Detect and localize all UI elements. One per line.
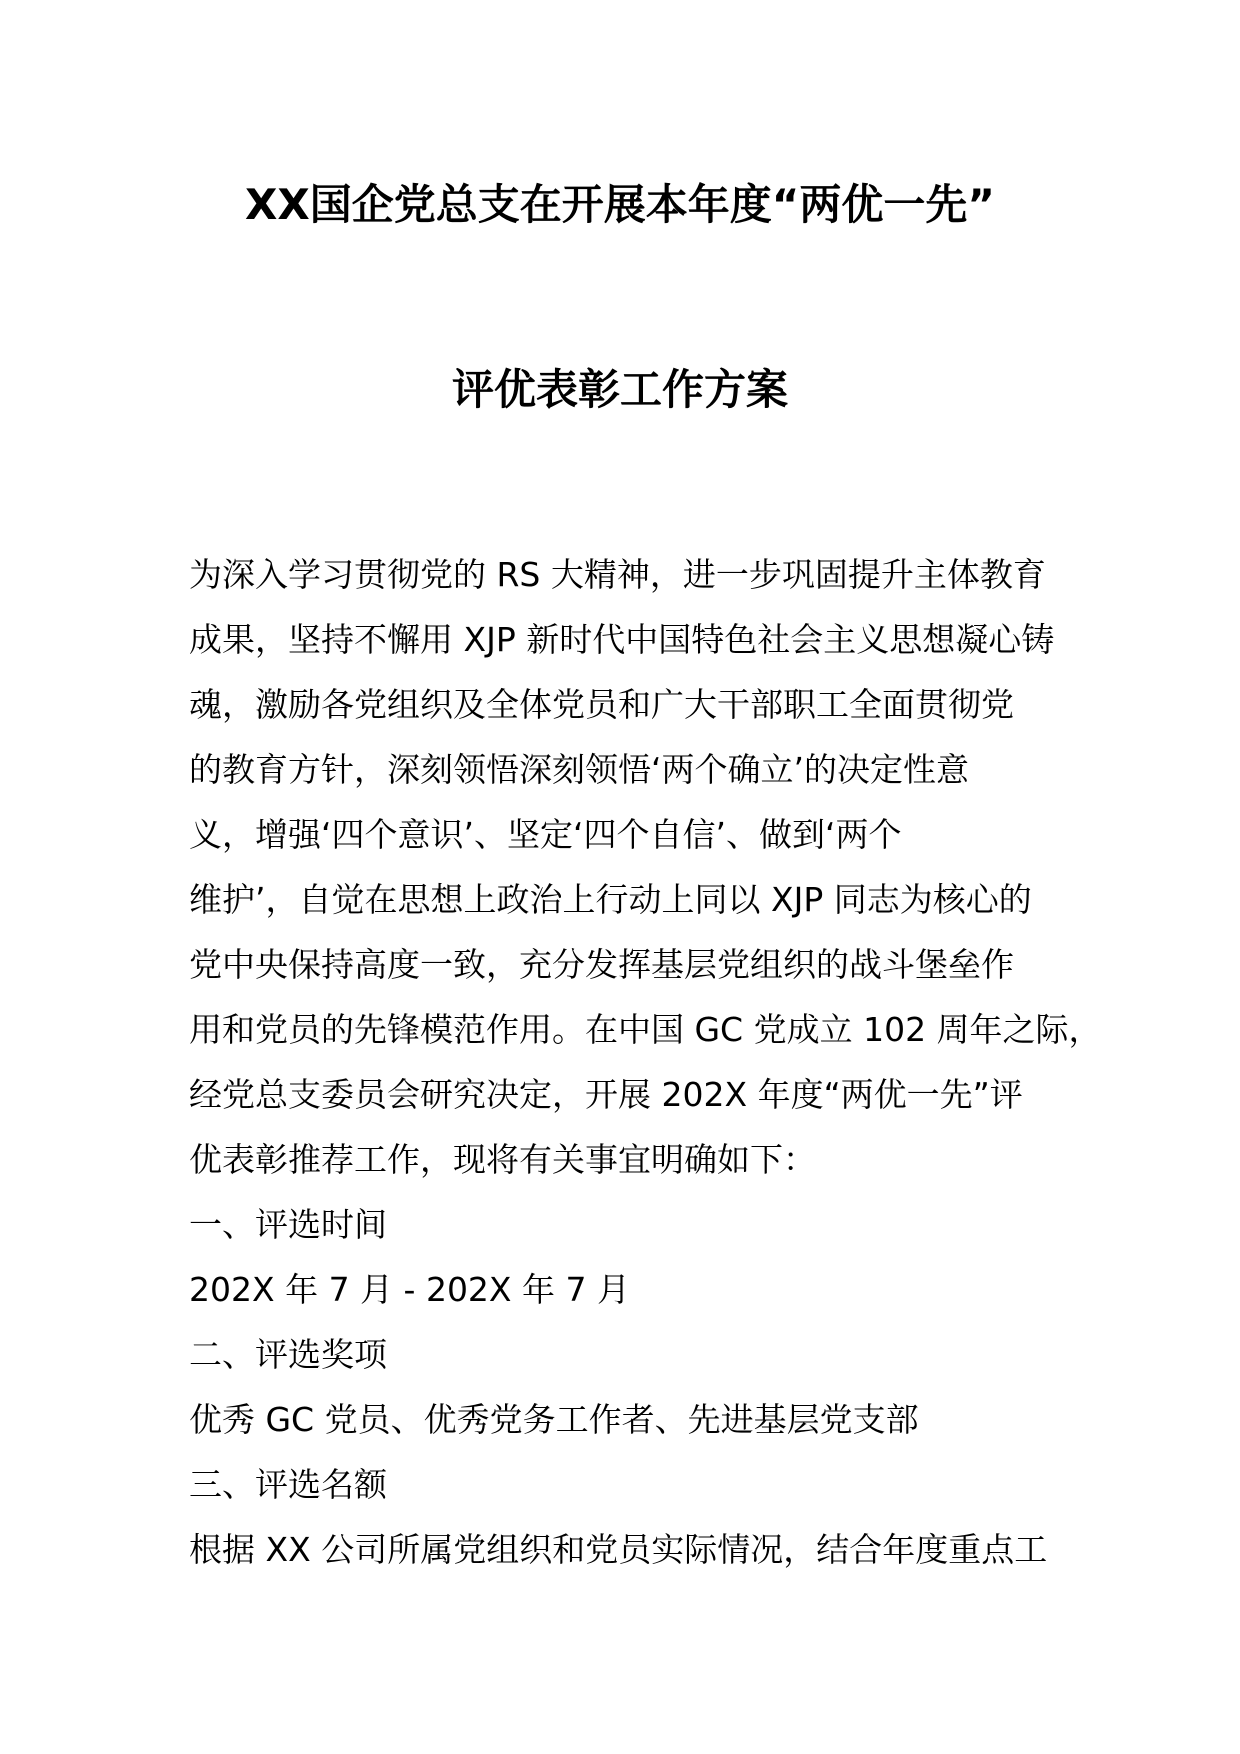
document-title-line-2: 评优表彰工作方案 [451,365,788,414]
section-heading-1: 一、评选时间 [189,1205,387,1244]
body-line-10: 优表彰推荐工作，现将有关事宜明确如下： [189,1140,816,1179]
body-line-12: 202X 年 7 月 - 202X 年 7 月 [189,1270,631,1309]
body-line-7: 党中央保持高度一致，充分发挥基层党组织的战斗堡垒作 [189,945,1014,984]
body-line-8: 用和党员的先锋模范作用。在中国 GC 党成立 102 周年之际， [189,1010,1102,1049]
body-line-9: 经党总支委员会研究决定，开展 202X 年度“两优一先”评 [189,1075,1023,1114]
document-title-line-1: XX国企党总支在开展本年度“两优一先” [245,180,995,229]
body-line-16: 根据 XX 公司所属党组织和党员实际情况，结合年度重点工 [189,1530,1048,1569]
body-line-3: 魂，激励各党组织及全体党员和广大干部职工全面贯彻党 [189,685,1014,724]
body-line-1: 为深入学习贯彻党的 RS 大精神，进一步巩固提升主体教育 [189,555,1046,594]
body-line-2: 成果，坚持不懈用 XJP 新时代中国特色社会主义思想凝心铸 [189,620,1055,659]
body-line-4: 的教育方针，深刻领悟深刻领悟‘两个确立’的决定性意 [189,750,969,789]
section-heading-2: 二、评选奖项 [189,1335,387,1374]
section-heading-3: 三、评选名额 [189,1465,387,1504]
body-line-6: 维护’，自觉在思想上政治上行动上同以 XJP 同志为核心的 [189,880,1032,919]
body-line-5: 义，增强‘四个意识’、坚定‘四个自信’、做到‘两个 [189,815,902,854]
body-line-14: 优秀 GC 党员、优秀党务工作者、先进基层党支部 [189,1400,919,1439]
